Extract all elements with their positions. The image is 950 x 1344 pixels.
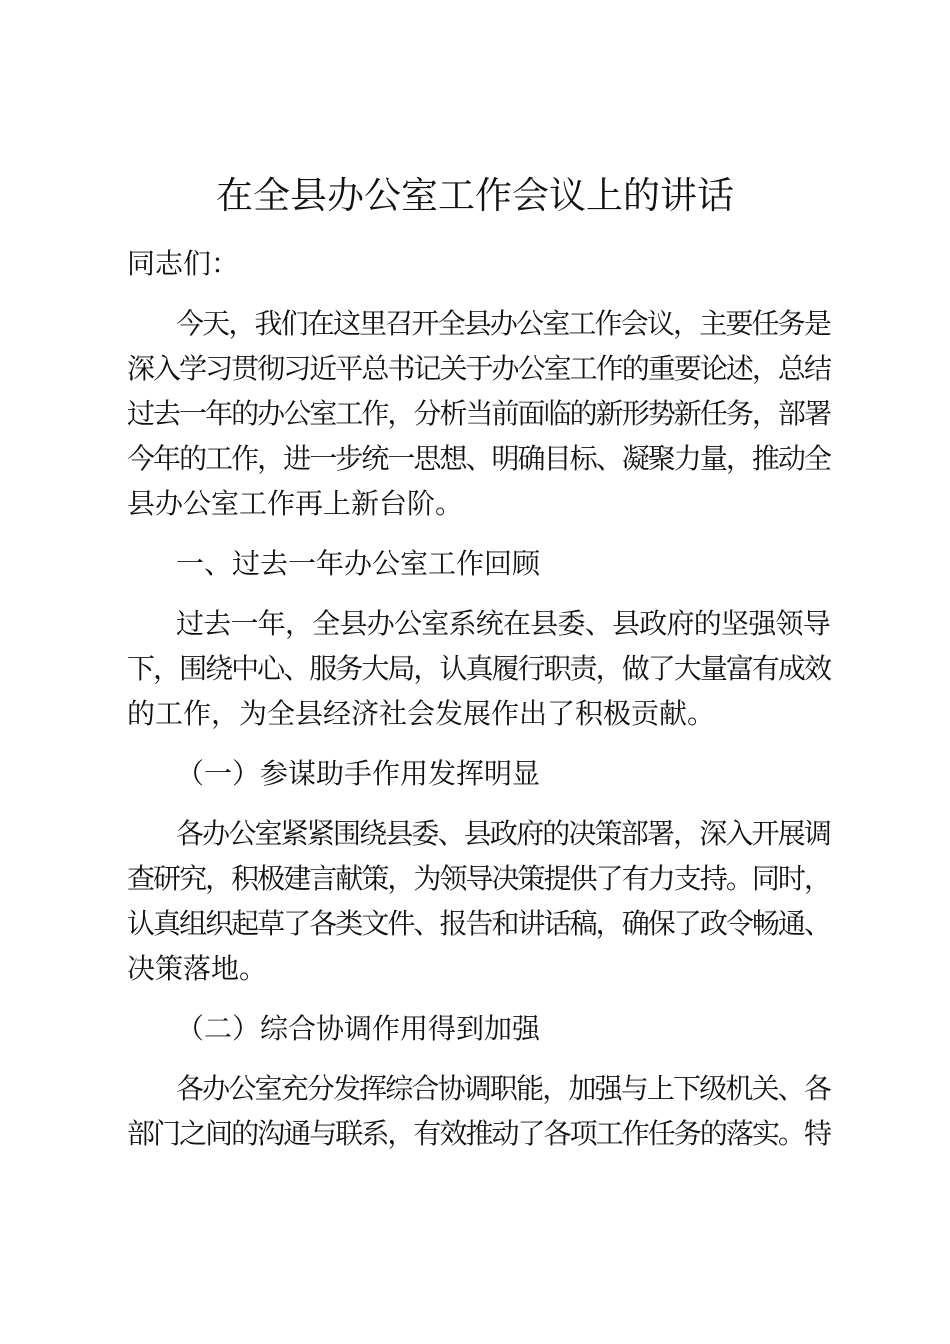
body-text: 县办公室工作再上新台阶。 [127,487,464,520]
paragraph-2-line-1 [0,601,950,647]
body-text: 下，围绕中心、服务大局，认真履行职责，做了大量富有成效 [127,652,830,685]
body-text: 今年的工作，进一步统一思想、明确目标、凝聚力量，推动全 [127,442,830,475]
body-text: 各办公室紧紧围绕县委、县政府的决策部署，深入开展调 [176,817,830,850]
body-text: 各办公室充分发挥综合协调职能，加强与上下级机关、各 [176,1072,830,1105]
body-text: 查研究，积极建言献策，为领导决策提供了有力支持。同时， [127,862,830,895]
salutation [0,241,950,287]
heading-text: 一、过去一年办公室工作回顾 [176,547,541,580]
paragraph-1-line-4 [0,436,950,482]
paragraph-3-line-2 [0,856,950,902]
paragraph-2-line-3 [0,691,950,737]
paragraph-2-line-2 [0,646,950,692]
body-text: 今天，我们在这里召开全县办公室工作会议，主要任务是 [176,307,830,340]
body-text: 的工作，为全县经济社会发展作出了积极贡献。 [127,697,716,730]
subsection-heading-2 [0,1006,950,1052]
salutation-text: 同志们： [127,247,240,280]
paragraph-4-line-1 [0,1066,950,1112]
heading-text: （一）参谋助手作用发挥明显 [176,757,541,790]
paragraph-4-line-2 [0,1111,950,1157]
body-text: 部门之间的沟通与联系，有效推动了各项工作任务的落实。特 [127,1117,830,1150]
subsection-heading-1 [0,751,950,797]
section-heading-1 [0,541,950,587]
paragraph-1-line-3 [0,391,950,437]
body-text: 过去一年的办公室工作，分析当前面临的新形势新任务，部署 [127,397,830,430]
paragraph-1-line-1 [0,301,950,347]
paragraph-3-line-1 [0,811,950,857]
paragraph-1-line-5 [0,481,950,527]
body-text: 决策落地。 [127,952,268,985]
document-title: 在全县办公室工作会议上的讲话 [216,174,734,217]
paragraph-3-line-3 [0,901,950,947]
paragraph-1-line-2 [0,346,950,392]
heading-text: （二）综合协调作用得到加强 [176,1012,541,1045]
body-text: 深入学习贯彻习近平总书记关于办公室工作的重要论述，总结 [127,352,830,385]
body-text: 认真组织起草了各类文件、报告和讲话稿，确保了政令畅通、 [127,907,830,940]
paragraph-3-line-4 [0,946,950,992]
body-text: 过去一年，全县办公室系统在县委、县政府的坚强领导 [176,607,830,640]
